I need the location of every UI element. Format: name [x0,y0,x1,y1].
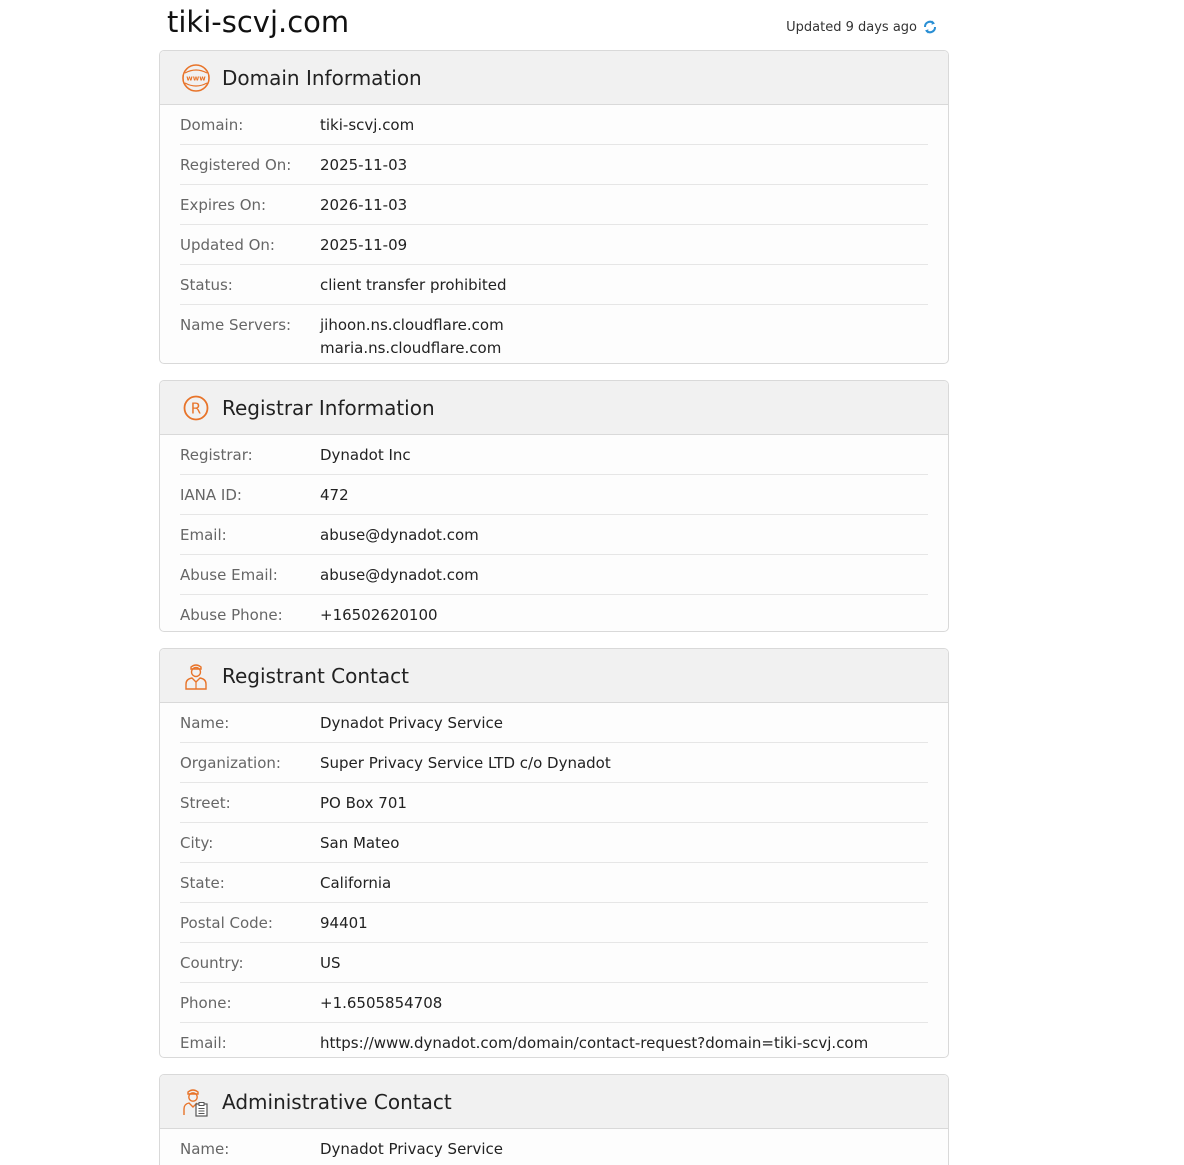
row-value [320,315,504,358]
row-value: Dynadot Inc [320,446,411,464]
row-value: tiki-scvj.com [320,116,415,134]
row-value: San Mateo [320,834,400,852]
row-registrar [180,435,928,475]
registrant-contact-rows [160,703,948,1058]
row-label: Abuse Phone: [180,606,283,624]
row-value: abuse@dynadot.com [320,566,479,584]
row-value: +16502620100 [320,606,438,624]
row-abuse-email [180,555,928,595]
domain-information-title: Domain Information [222,65,422,90]
row-updated-on [180,225,928,265]
row-email [180,1023,928,1058]
name-server: jihoon.ns.cloudflare.com [320,316,504,334]
row-label: Email: [180,1034,227,1052]
svg-text:www: www [186,74,206,83]
row-label: State: [180,874,225,892]
row-value: +1.6505854708 [320,994,443,1012]
row-value: PO Box 701 [320,794,407,812]
domain-information-card [159,50,949,364]
row-label: Country: [180,954,244,972]
row-expires-on [180,185,928,225]
row-registered-on [180,145,928,185]
person-icon [180,660,212,692]
row-label: Name: [180,1140,230,1158]
row-country [180,943,928,983]
row-label: Street: [180,794,231,812]
row-postal-code [180,903,928,943]
row-value: 2025-11-09 [320,236,408,254]
row-value: 472 [320,486,349,504]
row-label: Postal Code: [180,914,273,932]
row-value: abuse@dynadot.com [320,526,479,544]
row-phone [180,983,928,1023]
row-name-servers [180,305,928,364]
administrative-contact-card [159,1074,949,1165]
registrant-contact-title: Registrant Contact [222,663,409,688]
updated-text: Updated 9 days ago [786,19,917,35]
row-value: US [320,954,341,972]
registrar-information-header [160,381,948,435]
registrar-information-rows [160,435,948,632]
registered-icon [180,392,212,424]
row-street [180,783,928,823]
updated-status [786,18,938,36]
row-label: Organization: [180,754,281,772]
row-label: Abuse Email: [180,566,278,584]
row-city [180,823,928,863]
domain-information-rows [160,105,948,364]
row-value: 94401 [320,914,368,932]
row-iana-id [180,475,928,515]
row-label: Registered On: [180,156,292,174]
row-name [180,1129,928,1165]
administrative-contact-rows [160,1129,948,1165]
row-label: City: [180,834,214,852]
row-label: Updated On: [180,236,275,254]
www-icon [180,62,212,94]
registrant-contact-header [160,649,948,703]
row-label: IANA ID: [180,486,242,504]
row-domain [180,105,928,145]
domain-information-header [160,51,948,105]
svg-text:R: R [190,399,202,417]
row-label: Expires On: [180,196,267,214]
row-status [180,265,928,305]
row-state [180,863,928,903]
registrant-contact-card [159,648,949,1058]
row-label: Name Servers: [180,316,292,334]
row-value: 2025-11-03 [320,156,408,174]
row-value: California [320,874,392,892]
row-label: Domain: [180,116,244,134]
registrar-information-title: Registrar Information [222,395,435,420]
page-title: tiki-scvj.com [167,5,350,39]
row-label: Email: [180,526,227,544]
refresh-icon[interactable] [922,18,938,36]
row-email [180,515,928,555]
row-value: Dynadot Privacy Service [320,714,503,732]
row-name [180,703,928,743]
row-value: https://www.dynadot.com/domain/contact-request?domain=tiki-scvj.com [320,1034,869,1052]
administrative-contact-title: Administrative Contact [222,1089,452,1114]
row-label: Name: [180,714,230,732]
name-server: maria.ns.cloudflare.com [320,339,502,357]
administrative-contact-header [160,1075,948,1129]
row-value: 2026-11-03 [320,196,408,214]
row-value: Super Privacy Service LTD c/o Dynadot [320,754,611,772]
row-label: Registrar: [180,446,253,464]
row-abuse-phone [180,595,928,632]
admin-person-icon [180,1086,212,1118]
row-organization [180,743,928,783]
registrar-information-card [159,380,949,632]
row-value: Dynadot Privacy Service [320,1140,503,1158]
row-label: Phone: [180,994,232,1012]
row-value: client transfer prohibited [320,276,507,294]
row-label: Status: [180,276,233,294]
